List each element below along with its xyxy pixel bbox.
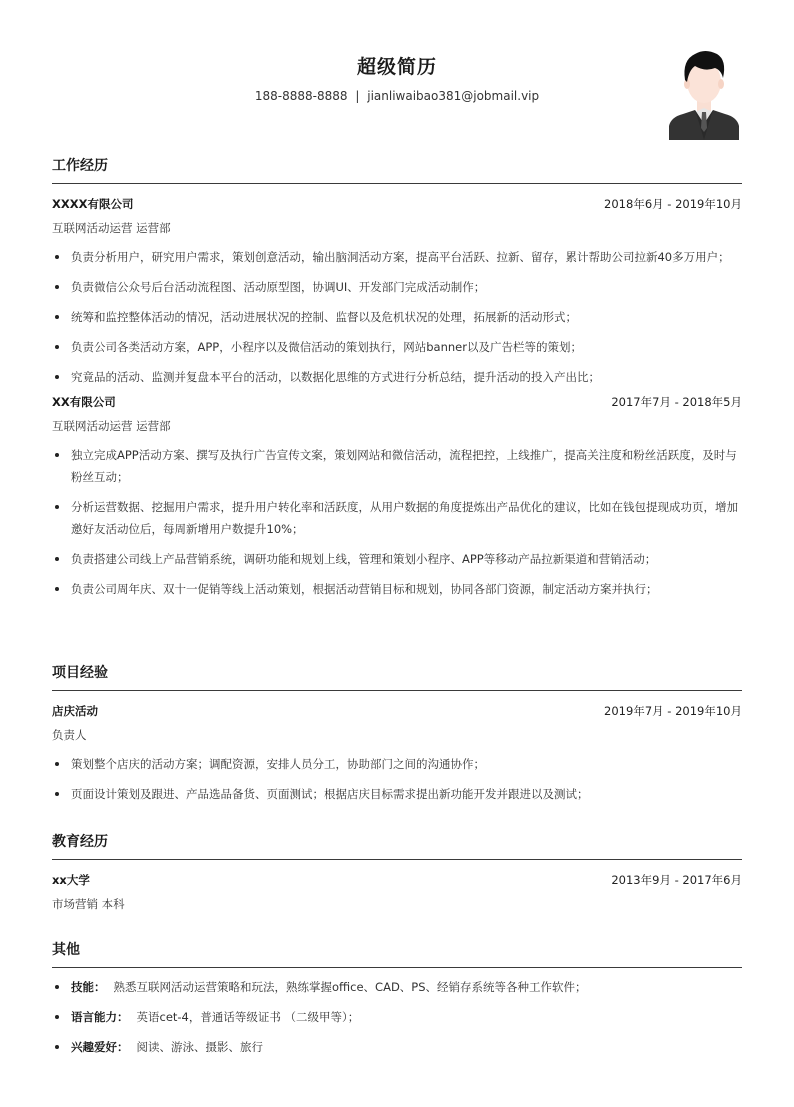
responsibility-list: [52, 444, 742, 600]
section-other: [52, 941, 742, 1066]
company-name: XX有限公司: [52, 395, 116, 409]
item-label: 兴趣爱好：: [71, 1040, 129, 1054]
project-role: 负责人: [52, 728, 87, 742]
list-item-skills: [52, 976, 742, 998]
section-title: 工作经历: [52, 158, 108, 174]
job-role: 互联网活动运营 运营部: [52, 419, 171, 433]
list-item: 分析运营数据、挖掘用户需求，提升用户转化率和活跃度，从用户数据的角度提炼出产品优化的建议，比如在钱包提现成功页，增加邀好友活动位后，每周新增用户数提升10%；: [52, 496, 742, 540]
section-divider: [52, 183, 742, 184]
item-text: 熟悉互联网活动运营策略和玩法，熟练掌握office、CAD、PS、经销存系统等各种工作软件；: [113, 980, 587, 994]
section-divider: [52, 690, 742, 691]
item-label: 语言能力：: [71, 1010, 129, 1024]
list-item: 负责分析用户，研究用户需求，策划创意活动，输出脑洞活动方案，提高平台活跃、拉新、留存，累计帮助公司拉新40多万用户；: [52, 246, 742, 268]
job-role: 互联网活动运营 运营部: [52, 221, 171, 235]
list-item: 负责公司周年庆、双十一促销等线上活动策划，根据活动营销目标和规划，协同各部门资源，制定活动方案并执行；: [52, 578, 742, 600]
resume-name: 超级简历: [356, 56, 437, 78]
section-divider: [52, 967, 742, 968]
list-item: 统筹和监控整体活动的情况，活动进展状况的控制、监督以及危机状况的处理，拓展新的活动形式；: [52, 306, 742, 328]
list-item: 页面设计策划及跟进、产品选品备货、页面测试；根据店庆目标需求提出新功能开发并跟进以及测试；: [52, 783, 742, 805]
work-entry: [52, 192, 742, 388]
date-range: 2019年7月 - 2019年10月: [604, 704, 742, 718]
company-name: XXXX有限公司: [52, 197, 134, 211]
date-range: 2017年7月 - 2018年5月: [611, 395, 742, 409]
date-range: 2013年9月 - 2017年6月: [611, 873, 742, 887]
list-item: 负责公司各类活动方案，APP，小程序以及微信活动的策划执行，网站banner以及广告栏等的策划；: [52, 336, 742, 358]
list-item: 负责微信公众号后台活动流程图、活动原型图，协调UI、开发部门完成活动制作；: [52, 276, 742, 298]
person-avatar-icon: [669, 48, 739, 140]
list-item: 策划整个店庆的活动方案；调配资源，安排人员分工，协助部门之间的沟通协作；: [52, 753, 742, 775]
resume-header: [52, 0, 742, 150]
list-item: 究竟品的活动、监测并复盘本平台的活动，以数据化思维的方式进行分析总结，提升活动的投入产出比；: [52, 366, 742, 388]
section-projects: [52, 664, 742, 813]
responsibility-list: [52, 246, 742, 388]
section-title: 项目经验: [52, 665, 108, 681]
list-item-hobbies: [52, 1036, 742, 1058]
contact-separator: |: [355, 89, 360, 103]
item-label: 技能：: [71, 980, 106, 994]
project-name: 店庆活动: [52, 704, 98, 718]
list-item: 负责搭建公司线上产品营销系统，调研功能和规划上线，管理和策划小程序、APP等移动产品拉新渠道和营销活动；: [52, 548, 742, 570]
degree-major: 市场营销 本科: [52, 897, 125, 911]
section-divider: [52, 859, 742, 860]
section-work-experience: [52, 157, 742, 608]
education-entry: [52, 868, 742, 916]
list-item: 独立完成APP活动方案、撰写及执行广告宣传文案，策划网站和微信活动，流程把控，上线推广，提高关注度和粉丝活跃度，及时与粉丝互动；: [52, 444, 742, 488]
section-title: 教育经历: [52, 834, 108, 850]
other-list: [52, 976, 742, 1058]
responsibility-list: [52, 753, 742, 805]
resume-page: [52, 0, 742, 1054]
date-range: 2018年6月 - 2019年10月: [604, 197, 742, 211]
contact-line: [52, 89, 742, 103]
school-name: xx大学: [52, 873, 90, 887]
item-text: 英语cet-4，普通话等级证书 （二级甲等）；: [136, 1010, 360, 1024]
section-title: 其他: [52, 942, 80, 958]
section-education: [52, 833, 742, 916]
work-entry: [52, 390, 742, 600]
project-entry: [52, 699, 742, 805]
phone-number: 188-8888-8888: [254, 89, 348, 103]
item-text: 阅读、游泳、摄影、旅行: [136, 1040, 263, 1054]
list-item-language: [52, 1006, 742, 1028]
email-address: jianliwaibao381@jobmail.vip: [367, 89, 540, 103]
